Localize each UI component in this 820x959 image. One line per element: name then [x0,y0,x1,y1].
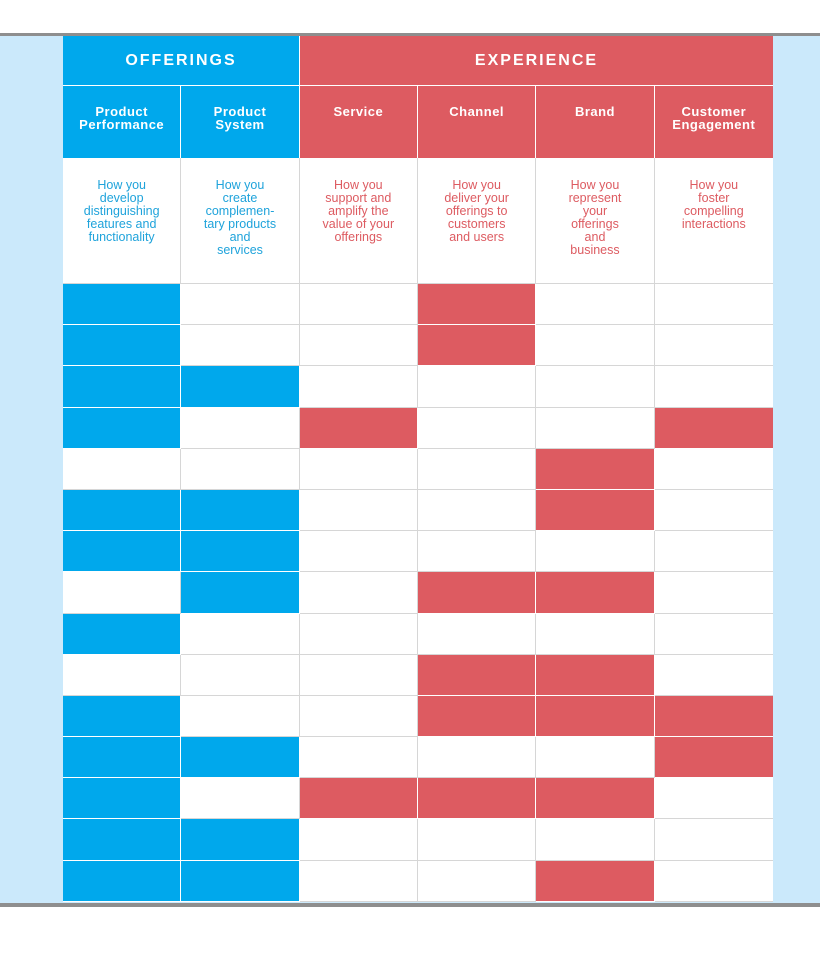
matrix-cell-empty [181,614,299,655]
matrix-cell-filled [536,572,654,613]
matrix-cell-filled [181,366,299,407]
column-description: How you create complemen- tary products and services [181,158,299,284]
column-description: How you foster compelling interactions [655,158,773,284]
matrix-row [63,408,773,449]
column-description: How you deliver your offerings to customers and users [418,158,536,284]
matrix-cell-empty [63,449,181,490]
matrix-cell-filled [63,861,181,902]
group-offerings: OFFERINGS [63,36,300,85]
matrix-cell-empty [300,655,418,696]
matrix-cell-filled [181,819,299,860]
matrix-cell-filled [181,861,299,902]
matrix-cell-filled [63,366,181,407]
matrix-cell-empty [181,778,299,819]
ten-types-grid [63,36,773,902]
matrix-cell-filled [181,572,299,613]
matrix-cell-empty [181,655,299,696]
matrix-cell-empty [181,408,299,449]
matrix-cell-empty [181,325,299,366]
matrix-cell-empty [655,861,773,902]
matrix-cell-filled [418,696,536,737]
matrix-row [63,325,773,366]
matrix-cell-empty [418,861,536,902]
matrix-cell-filled [63,490,181,531]
matrix-rows [63,284,773,902]
matrix-cell-empty [181,284,299,325]
column-description: How you support and amplify the value of your offerings [300,158,418,284]
matrix-cell-filled [181,490,299,531]
matrix-cell-empty [536,819,654,860]
description-row [63,158,773,284]
matrix-cell-filled [536,449,654,490]
matrix-cell-filled [536,696,654,737]
matrix-row [63,366,773,407]
matrix-cell-empty [181,696,299,737]
matrix-cell-filled [655,696,773,737]
matrix-cell-empty [536,366,654,407]
matrix-cell-empty [655,449,773,490]
matrix-cell-filled [63,778,181,819]
matrix-cell-filled [418,655,536,696]
matrix-cell-filled [63,325,181,366]
matrix-cell-filled [181,737,299,778]
matrix-row [63,819,773,860]
matrix-cell-empty [655,778,773,819]
matrix-cell-empty [418,449,536,490]
matrix-cell-empty [655,819,773,860]
matrix-cell-empty [300,366,418,407]
column-header-brand: Brand [536,86,654,158]
matrix-cell-filled [300,778,418,819]
matrix-cell-empty [300,819,418,860]
matrix-cell-empty [300,572,418,613]
column-header-row [63,85,773,158]
matrix-cell-empty [300,531,418,572]
matrix-cell-empty [655,325,773,366]
column-header-product-performance: Product Performance [63,86,181,158]
matrix-cell-filled [655,737,773,778]
column-header-customer-engagement: Customer Engagement [655,86,773,158]
matrix-cell-empty [655,531,773,572]
matrix-cell-empty [418,819,536,860]
column-header-service: Service [300,86,418,158]
matrix-cell-empty [63,655,181,696]
matrix-cell-empty [536,531,654,572]
column-description: How you represent your offerings and business [536,158,654,284]
matrix-cell-empty [418,366,536,407]
matrix-row [63,737,773,778]
matrix-cell-empty [536,408,654,449]
matrix-cell-filled [181,531,299,572]
matrix-cell-empty [418,737,536,778]
matrix-cell-empty [418,408,536,449]
matrix-row [63,531,773,572]
matrix-cell-filled [63,408,181,449]
group-header-row [63,36,773,85]
matrix-cell-empty [655,366,773,407]
matrix-cell-empty [536,284,654,325]
matrix-cell-filled [63,696,181,737]
matrix-row [63,861,773,902]
matrix-cell-empty [300,861,418,902]
matrix-cell-empty [536,325,654,366]
matrix-cell-filled [536,861,654,902]
matrix-cell-empty [655,284,773,325]
matrix-cell-empty [300,614,418,655]
matrix-cell-empty [655,490,773,531]
matrix-cell-filled [536,778,654,819]
matrix-cell-filled [536,490,654,531]
column-header-channel: Channel [418,86,536,158]
matrix-row [63,572,773,613]
matrix-row [63,449,773,490]
matrix-cell-empty [300,490,418,531]
matrix-row [63,614,773,655]
matrix-cell-filled [63,819,181,860]
matrix-cell-empty [300,696,418,737]
group-experience: EXPERIENCE [300,36,773,85]
matrix-row [63,778,773,819]
matrix-cell-empty [181,449,299,490]
matrix-cell-empty [63,572,181,613]
matrix-cell-empty [655,655,773,696]
matrix-cell-empty [536,737,654,778]
matrix-row [63,696,773,737]
matrix-cell-empty [655,572,773,613]
matrix-cell-filled [63,531,181,572]
matrix-cell-filled [63,614,181,655]
matrix-row [63,490,773,531]
matrix-cell-filled [63,284,181,325]
matrix-cell-empty [300,325,418,366]
matrix-cell-empty [300,449,418,490]
matrix-cell-empty [300,284,418,325]
matrix-cell-empty [418,490,536,531]
column-description: How you develop distinguishing features and functionality [63,158,181,284]
matrix-row [63,284,773,325]
matrix-cell-filled [418,572,536,613]
matrix-cell-empty [536,614,654,655]
matrix-cell-empty [300,737,418,778]
matrix-cell-empty [418,531,536,572]
matrix-cell-filled [655,408,773,449]
matrix-cell-filled [418,284,536,325]
column-header-product-system: Product System [181,86,299,158]
matrix-row [63,655,773,696]
matrix-cell-filled [418,325,536,366]
matrix-cell-empty [418,614,536,655]
matrix-cell-filled [418,778,536,819]
matrix-cell-filled [63,737,181,778]
matrix-cell-filled [300,408,418,449]
matrix-cell-filled [536,655,654,696]
matrix-cell-empty [655,614,773,655]
